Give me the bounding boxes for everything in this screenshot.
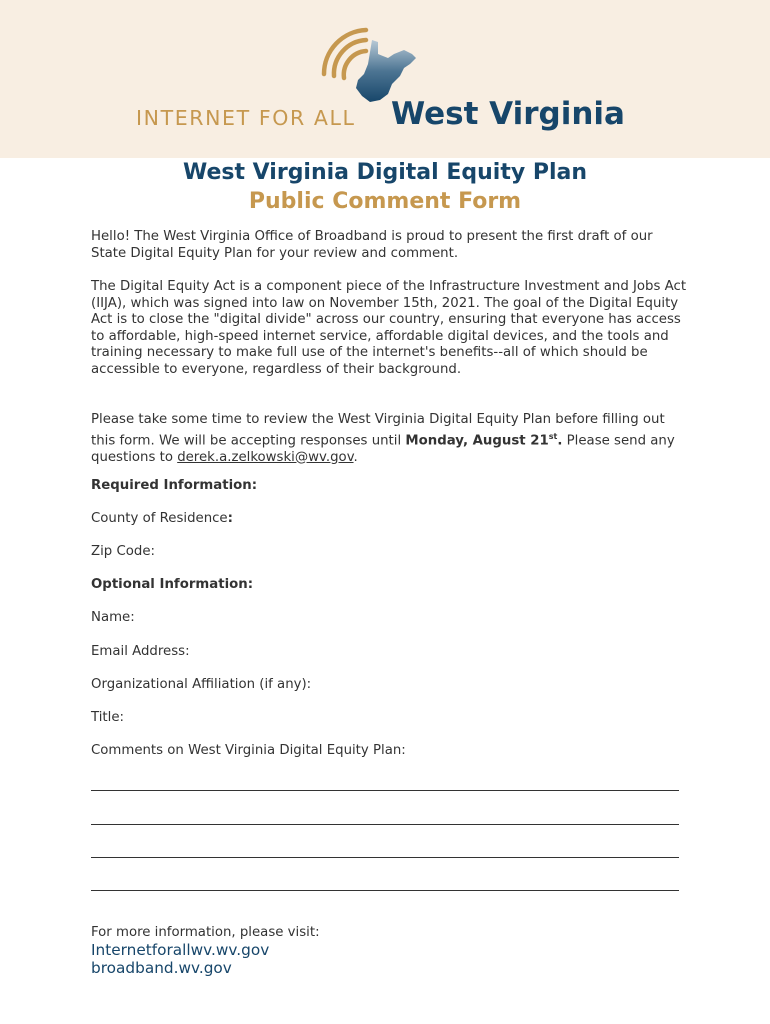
name-field[interactable]: Name: (91, 610, 135, 625)
comment-line[interactable] (91, 790, 679, 791)
description-text: The Digital Equity Act is a component piece of the Infrastructure Investment and Jobs Act (IIJA), which was signed into law on November 15th, 2021. The goal of the Digital Equity Act is to close the "digital divide" across our country, ensuring that everyone has access to affordable, high-speed internet service, affordable digital devices, and the tools and training necessary to make full use of the internet's benefits--all of which should be accessible to everyone, regardless of their background. (91, 279, 687, 377)
deadline-suffix: st (548, 431, 558, 441)
optional-heading: Optional Information: (91, 577, 254, 592)
page-subtitle: Public Comment Form (248, 189, 522, 214)
deadline-period: . (557, 433, 563, 449)
email-field[interactable]: Email Address: (91, 644, 190, 659)
intro-text: Hello! The West Virginia Office of Broadband is proud to present the first draft of our State Digital Equity Plan for your review and comment. (91, 229, 653, 261)
logo-text-internet-for-all: INTERNET FOR ALL (136, 106, 356, 130)
organization-field[interactable]: Organizational Affiliation (if any): (91, 677, 312, 692)
county-field[interactable] (91, 511, 233, 526)
review-text: Please take some time to review the West Virginia Digital Equity Plan before filling out this form. We will be accepting responses until (91, 412, 665, 449)
deadline-date: Monday, August 21 (405, 433, 549, 449)
comment-line[interactable] (91, 857, 679, 858)
zip-code-field[interactable]: Zip Code: (91, 544, 155, 559)
broadband-link[interactable]: broadband.wv.gov (91, 959, 232, 977)
title-field[interactable]: Title: (91, 710, 124, 725)
review-text-end: . (353, 449, 358, 465)
required-heading: Required Information: (91, 478, 258, 493)
header-banner (0, 0, 770, 158)
comment-line[interactable] (91, 824, 679, 825)
more-info-text: For more information, please visit: (91, 925, 320, 940)
county-label: County of Residence (91, 511, 228, 526)
description-paragraph (91, 279, 691, 379)
intro-paragraph (91, 229, 691, 262)
review-text-2: Please send any questions to (91, 433, 675, 465)
page-title: West Virginia Digital Equity Plan (182, 160, 588, 185)
contact-email-link[interactable]: derek.a.zelkowski@wv.gov (177, 449, 354, 465)
internetforall-link[interactable]: Internetforallwv.wv.gov (91, 941, 270, 959)
review-paragraph (91, 412, 691, 466)
logo-text-west-virginia: West Virginia (391, 96, 625, 132)
county-colon: : (227, 511, 233, 526)
comment-line[interactable] (91, 890, 679, 891)
comments-label: Comments on West Virginia Digital Equity Plan: (91, 743, 406, 758)
